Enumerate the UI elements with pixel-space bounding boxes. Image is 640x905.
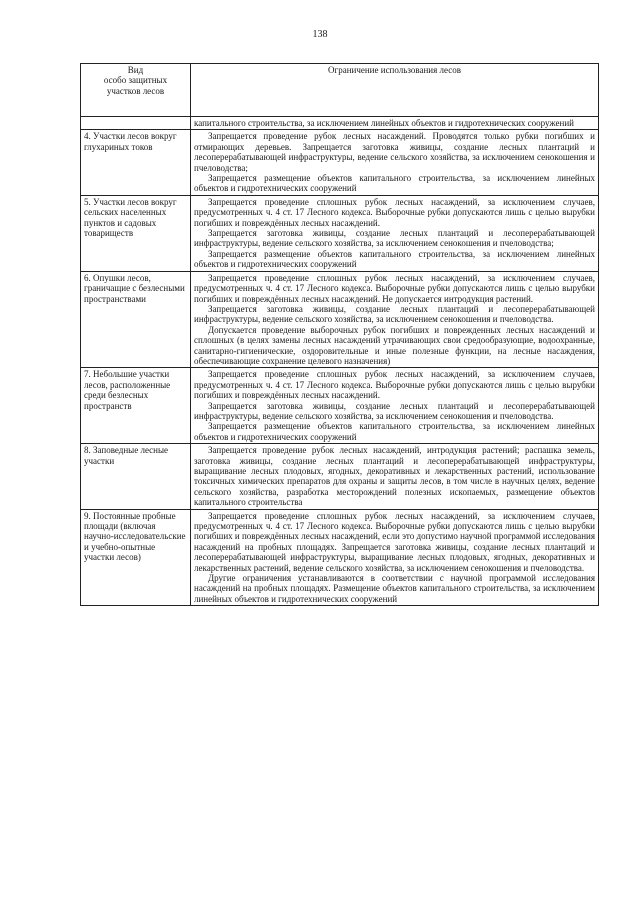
table-header-row xyxy=(81,64,599,117)
cell-restrictions xyxy=(191,444,599,509)
cell-continuation xyxy=(191,117,599,130)
cell-restrictions xyxy=(191,271,599,368)
paragraph: Запрещается заготовка живицы, создание лесных плантаций и лесоперерабатывающей инфраструктуры, ведение сельского хозяйства, за исключением сенокошения и пчеловодства; xyxy=(194,228,595,249)
cell-forest-type: 9. Постоянные пробные площади (включая научно-исследовательские и учебно-опытные участки лесов) xyxy=(81,509,191,606)
header-forest-type: Вид особо защитных участков лесов xyxy=(81,64,191,117)
cell-forest-type: 7. Небольшие участки лесов, расположенные среди безлесных пространств xyxy=(81,368,191,444)
paragraph: Запрещается проведение рубок лесных насаждений. Проводятся только рубки погибших и отмирающих деревьев. Запрещается заготовка живицы, создание лесных плантаций и лесоперерабатывающей инфраструктуры, ведение сельского хозяйства, за исключением сенокошения и пчеловодства; xyxy=(194,131,595,173)
paragraph: Запрещается размещение объектов капитального строительства, за исключением линейных объектов и гидротехнических сооружений xyxy=(194,248,595,270)
header-restrictions: Ограничение использования лесов xyxy=(191,64,599,117)
cell-forest-type: 4. Участки лесов вокруг глухариных токов xyxy=(81,130,191,195)
table-row-continuation xyxy=(81,117,599,130)
table-row xyxy=(81,509,599,606)
cell-forest-type: 6. Опушки лесов, граничащие с безлесными пространствами xyxy=(81,271,191,368)
cell-forest-type: 8. Заповедные лесные участки xyxy=(81,444,191,509)
restrictions-table xyxy=(80,63,599,606)
table-row xyxy=(81,130,599,195)
paragraph: Допускается проведение выборочных рубок погибших и поврежденных лесных насаждений и сплошных (в целях замены лесных насаждений утрачивающих свои средообразующие, водоохранные, санитарно-гигиенические, оздоровительные и иные полезные функции, на лесные насаждения, обеспечивающие сохранение целевого назначения) xyxy=(194,324,595,366)
cell-restrictions xyxy=(191,195,599,271)
paragraph: Запрещается заготовка живицы, создание лесных плантаций и лесоперерабатывающей инфраструктуры, ведение сельского хозяйства, за исключением сенокошения и пчеловодства. xyxy=(194,303,595,325)
paragraph: Запрещается размещение объектов капитального строительства, за исключением линейных объектов и гидротехнических сооружений xyxy=(194,421,595,442)
cell-empty xyxy=(81,117,191,130)
cell-restrictions xyxy=(191,130,599,195)
paragraph: Другие ограничения устанавливаются в соответствии с научной программой исследования насаждений на пробных площадях. Размещение объектов капитального строительства, за исключением линейных объектов и гидротехнических сооружений xyxy=(194,573,595,604)
table-row xyxy=(81,444,599,509)
paragraph: Запрещается проведение сплошных рубок лесных насаждений, за исключением случаев, предусмотренных ч. 4 ст. 17 Лесного кодекса. Выборочные рубки допускаются лишь с целью вырубки погибших и повреждённых лесных насаждений. xyxy=(194,196,595,228)
table-row xyxy=(81,368,599,444)
table-row xyxy=(81,195,599,271)
paragraph: Запрещается проведение сплошных рубок лесных насаждений, за исключением случаев, предусмотренных ч. 4 ст. 17 Лесного кодекса. Выборочные рубки допускаются лишь с целью вырубки погибших и повреждённых лесных насаждений, если это допустимо научной программой исследования насаждений на пробных площадях. Запрещается заготовка живицы, создание лесных плантаций и лесоперерабатывающей инфраструктуры, выращивание лесных плодовых, ягодных, декоративных и лекарственных растений, ведение сельского хозяйства, за исключением сенокошения и пчеловодства. xyxy=(194,510,595,573)
cell-restrictions xyxy=(191,368,599,444)
table-row xyxy=(81,271,599,368)
paragraph: Запрещается проведение сплошных рубок лесных насаждений, за исключением случаев, предусмотренных ч. 4 ст. 17 Лесного кодекса. Выборочные рубки допускаются лишь с целью вырубки погибших и повреждённых лесных насаждений. Не допускается интродукция растений. xyxy=(194,272,595,304)
cell-restrictions xyxy=(191,509,599,606)
paragraph: Запрещается размещение объектов капитального строительства, за исключением линейных объектов и гидротехнических сооружений xyxy=(194,173,595,194)
paragraph: Запрещается проведение сплошных рубок лесных насаждений, за исключением случаев, предусмотренных ч. 4 ст. 17 Лесного кодекса. Выборочные рубки допускаются лишь с целью вырубки погибших и повреждённых лесных насаждений. xyxy=(194,369,595,401)
paragraph: Запрещается заготовка живицы, создание лесных плантаций и лесоперерабатывающей инфраструктуры, ведение сельского хозяйства, за исключением сенокошения и пчеловодства. xyxy=(194,400,595,421)
paragraph: капитального строительства, за исключением линейных объектов и гидротехнических сооружений xyxy=(194,118,574,128)
paragraph: Запрещается проведение рубок лесных насаждений, интродукция растений; распашка земель, заготовка живицы, создание лесных плантаций и лесоперерабатывающей инфраструктуры, выращивание лесных плодовых, ягодных, декоративных и лекарственных растений, использование токсичных химических препаратов для охраны и защиты лесов, в том числе в научных целях, ведение сельского хозяйства, разработка месторождений полезных ископаемых, размещение объектов капитального строительства xyxy=(194,445,595,508)
cell-forest-type: 5. Участки лесов вокруг сельских населенных пунктов и садовых товариществ xyxy=(81,195,191,271)
page-number: 138 xyxy=(312,29,328,40)
